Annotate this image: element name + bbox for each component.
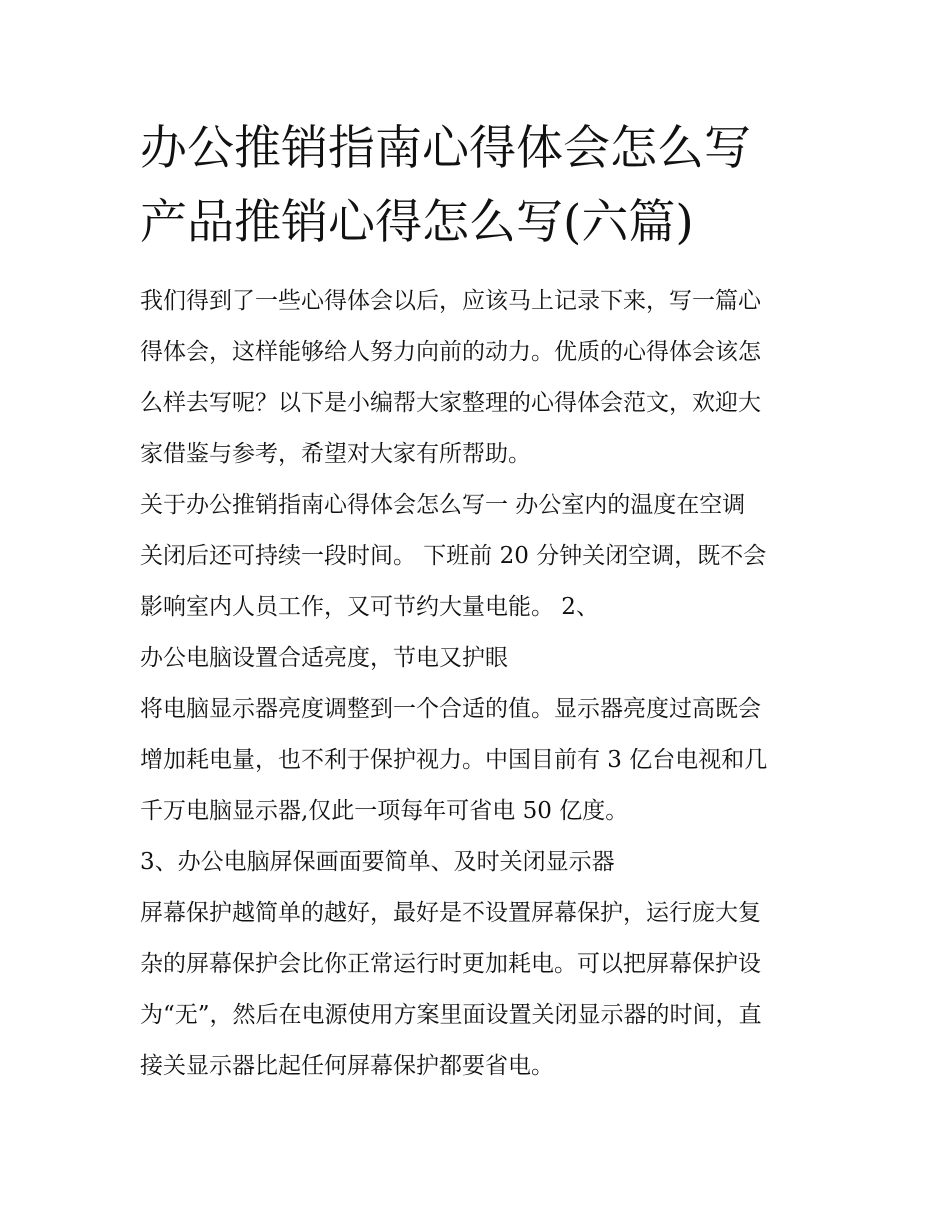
title-line: 产品推销心得怎么写(六篇): [140, 195, 694, 250]
body-line: 千万电脑显示器,仅此一项每年可省电 50 亿度。: [140, 798, 629, 824]
body-line: 接关显示器比起任何屏幕保护都要省电。: [140, 1053, 554, 1079]
title-line: 办公推销指南心得体会怎么写: [140, 121, 751, 176]
body-line: 增加耗电量，也不利于保护视力。中国目前有 3 亿台电视和几: [140, 747, 768, 773]
document-title: [140, 112, 840, 260]
body-line: 将电脑显示器亮度调整到一个合适的值。显示器亮度过高既会: [140, 696, 761, 722]
body-line: 杂的屏幕保护会比你正常运行时更加耗电。可以把屏幕保护设: [140, 951, 761, 977]
body-line: 关于办公推销指南心得体会怎么写一 办公室内的温度在空调: [140, 492, 746, 518]
body-line: 我们得到了一些心得体会以后，应该马上记录下来，写一篇心: [140, 288, 761, 314]
body-line: 3、办公电脑屏保画面要简单、及时关闭显示器: [140, 849, 615, 875]
body-line: 得体会，这样能够给人努力向前的动力。优质的心得体会该怎: [140, 339, 761, 365]
body-line: 影响室内人员工作，又可节约大量电能。 2、: [140, 594, 599, 620]
body-line: 为“无”，然后在电源使用方案里面设置关闭显示器的时间，直: [140, 1002, 762, 1028]
document-body: [140, 276, 820, 1092]
body-line: 办公电脑设置合适亮度，节电又护眼: [140, 645, 508, 671]
body-line: 关闭后还可持续一段时间。 下班前 20 分钟关闭空调，既不会: [140, 543, 767, 569]
body-line: 屏幕保护越简单的越好，最好是不设置屏幕保护，运行庞大复: [140, 900, 761, 926]
body-line: 么样去写呢？以下是小编帮大家整理的心得体会范文，欢迎大: [140, 390, 761, 416]
body-line: 家借鉴与参考，希望对大家有所帮助。: [140, 441, 531, 467]
